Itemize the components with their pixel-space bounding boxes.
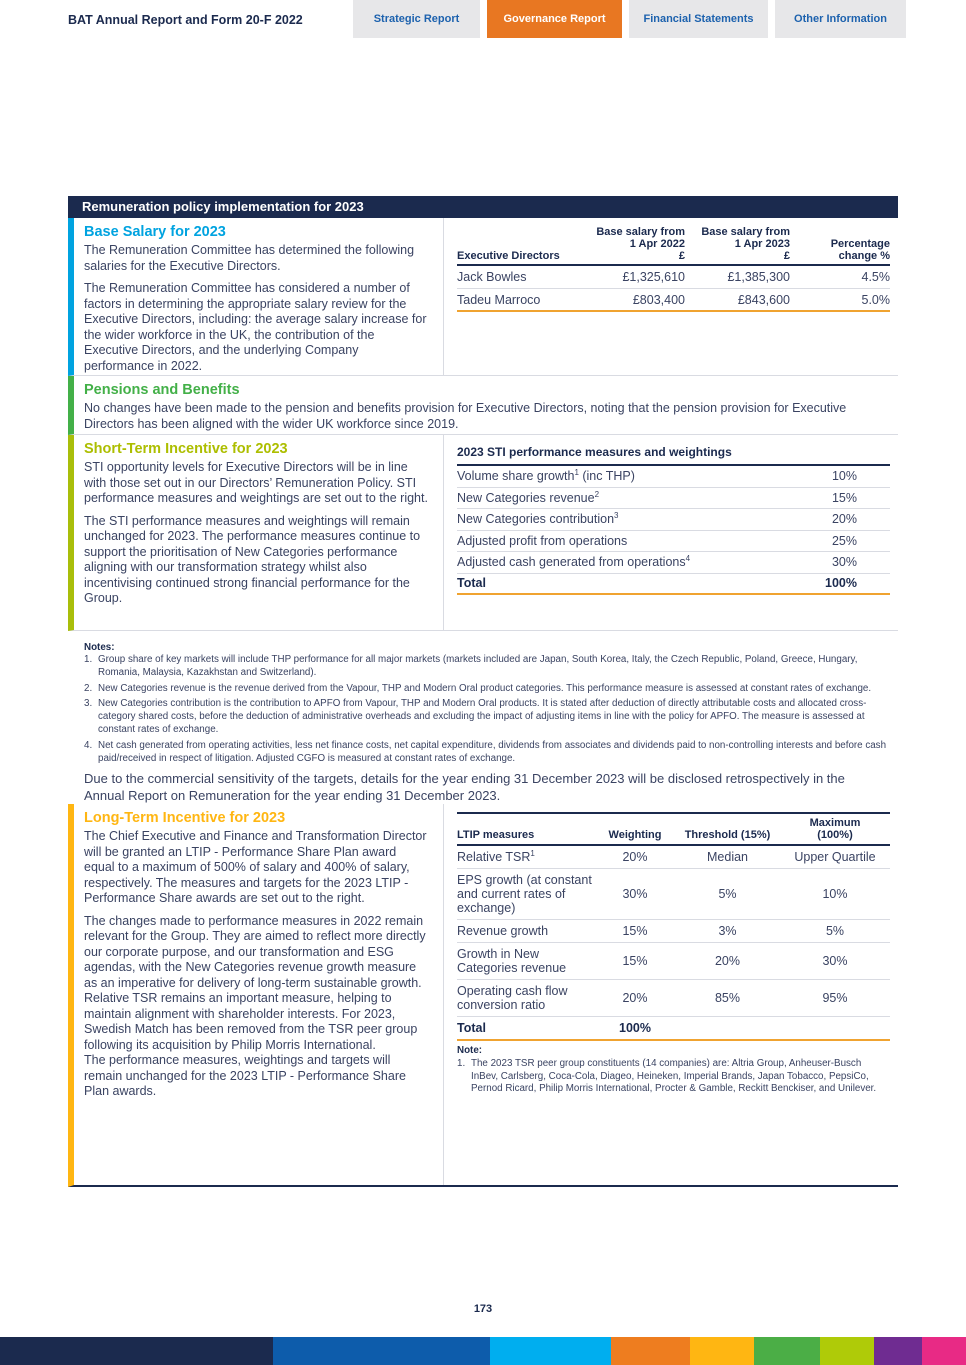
ltip-threshold: 20% — [714, 954, 741, 968]
col-header-weighting: Weighting — [608, 829, 662, 841]
sti-weighting: 30% — [831, 555, 857, 570]
tab-other-information[interactable]: Other Information — [775, 0, 906, 38]
table-row — [457, 466, 890, 488]
bottom-bar-segment-purple — [874, 1337, 921, 1365]
ltip-maximum: 10% — [822, 887, 848, 901]
ltip-threshold: 5% — [718, 887, 737, 901]
ltip-weighting: 20% — [622, 850, 648, 864]
ltip-measure: Operating cash flow conversion ratio — [457, 984, 568, 1012]
base-salary-para1: The Remuneration Committee has determined the following salaries for the Executive Directors. — [84, 243, 415, 273]
bottom-bar-segment-green — [754, 1337, 820, 1365]
sti-heading: Short-Term Incentive for 2023 — [84, 441, 288, 457]
list-item: 1. The 2023 TSR peer group constituents (14 companies) are: Altria Group, Anheuser-Busch InBev, Carlsberg, Coca-Cola, Diageo, Heineken, Imperial Brands, Japan Tobacco, PepsiCo, Pernod Ricard, Philip Morris International, Procter & Gamble, Reckitt Benckiser, and Unilever. — [457, 1057, 877, 1095]
lti-para3: The performance measures, weightings and targets will remain unchanged for the 2023 LTIP - Performance Share Plan awards. — [84, 1053, 406, 1098]
salary-2023: £843,600 — [737, 292, 790, 307]
section-pensions — [68, 376, 898, 435]
notes-heading: Notes: — [84, 642, 115, 653]
ltip-total-row — [457, 1017, 890, 1041]
salary-2022: £1,325,610 — [622, 270, 685, 284]
lti-text — [74, 804, 443, 1185]
base-salary-table-header — [457, 226, 890, 266]
tab-governance-report[interactable]: Governance Report — [487, 0, 622, 38]
table-row — [457, 289, 890, 312]
table-row — [457, 846, 890, 869]
ltip-table — [457, 812, 890, 1041]
sti-measure: Adjusted cash generated from operations$^4$ — [457, 554, 691, 570]
list-item: 3. New Categories contribution is the contribution to APFO from Vapour, THP and Modern Oral products. It is stated after deduction of directly attributable costs and allocated cross-category shared costs, before the deduction of administrative overheads and excluding the impact of adjusting items in line with the policy for APFO. The measure is assessed at constant rates of exchange. — [84, 698, 867, 735]
bottom-bar-segment-navy — [0, 1337, 273, 1365]
ltip-weighting: 20% — [622, 991, 648, 1005]
col-header-percentage-change: Percentage change % — [830, 238, 890, 262]
ltip-table-header — [457, 814, 890, 846]
sti-measure: New Categories revenue$^2$ — [457, 489, 600, 505]
sti-measure: Adjusted profit from operations — [457, 533, 628, 548]
director-name: Tadeu Marroco — [457, 292, 541, 307]
col-header-salary-2022: Base salary from 1 Apr 2022 £ — [596, 226, 685, 262]
main-content — [68, 196, 898, 1187]
table-row — [457, 509, 890, 531]
pensions-text — [74, 376, 898, 434]
ltip-note — [457, 1045, 890, 1096]
ltip-measure: EPS growth (at constant and current rates of exchange) — [457, 873, 592, 915]
section-base-salary — [68, 218, 898, 376]
ltip-threshold: Median — [707, 850, 748, 864]
salary-2022: £803,400 — [632, 292, 685, 307]
list-item: 4. Net cash generated from operating activities, less net finance costs, net capital expenditure, dividends from associates and dividends paid to non-controlling interests and before cash paid/received in respect of litigation. Adjusted CGFO is measured at constant rates of exchange. — [84, 739, 887, 764]
section-title-bar: Remuneration policy implementation for 2023 — [68, 196, 898, 218]
pensions-heading: Pensions and Benefits — [84, 382, 240, 398]
ltip-maximum: Upper Quartile — [794, 850, 876, 864]
table-row — [457, 943, 890, 980]
sti-table — [457, 443, 890, 595]
bottom-bar-segment-lime — [820, 1337, 874, 1365]
ltip-maximum: 30% — [822, 954, 848, 968]
page-number: 173 — [473, 1303, 493, 1315]
sti-para2: The STI performance measures and weightings will remain unchanged for 2023. The performance measures continue to support the prioritisation of New Categories performance aligning with our transformation strategy whilst also incentivising continued strong financial performance for the Group. — [84, 513, 421, 605]
sti-table-header: 2023 STI performance measures and weightings — [457, 443, 890, 466]
col-header-salary-2023: Base salary from 1 Apr 2023 £ — [701, 226, 790, 262]
ltip-maximum: 95% — [822, 991, 848, 1005]
sti-weighting: 20% — [831, 512, 857, 527]
top-header — [0, 0, 966, 40]
pensions-para: No changes have been made to the pension and benefits provision for Executive Directors, noting that the pension provision for Executive Directors has been aligned with the wider UK workforce since 2019. — [84, 401, 847, 431]
table-row — [457, 531, 890, 553]
base-salary-text — [74, 218, 443, 375]
tab-financial-statements[interactable]: Financial Statements — [629, 0, 768, 38]
table-row — [457, 552, 890, 574]
lti-heading: Long-Term Incentive for 2023 — [84, 810, 286, 826]
sti-weighting: 25% — [831, 533, 857, 548]
list-item: 2. New Categories revenue is the revenue derived from the Vapour, THP and Modern Oral product categories. This performance measure is assessed at constant rates of exchange. — [84, 682, 872, 694]
table-row — [457, 920, 890, 943]
bottom-bar-segment-yellow — [690, 1337, 755, 1365]
lti-para1: The Chief Executive and Finance and Transformation Director will be granted an LTIP - Performance Share Plan award equal to a maximum of 500% of salary and 400% of salary, respectively. The measures and targets for the 2023 LTIP - Performance Share awards are set out to the right. — [84, 829, 427, 905]
ltip-note-heading: Note: — [457, 1045, 483, 1056]
ltip-measure: Growth in New Categories revenue — [457, 947, 567, 975]
sti-weighting: 10% — [831, 469, 857, 484]
section-short-term-incentive — [68, 435, 898, 631]
bottom-color-bar — [0, 1337, 966, 1365]
sti-total-row — [457, 574, 890, 596]
table-row — [457, 869, 890, 920]
notes-list — [84, 654, 890, 765]
percentage-change: 4.5% — [861, 270, 890, 284]
section-long-term-incentive — [68, 804, 898, 1187]
ltip-total-label: Total — [457, 1021, 486, 1035]
base-salary-table — [457, 226, 890, 312]
sti-total-value: 100% — [825, 576, 857, 591]
sti-total-label: Total — [457, 576, 486, 591]
ltip-threshold: 3% — [718, 924, 737, 938]
ltip-measure: Revenue growth — [457, 924, 549, 938]
bottom-bar-segment-orange — [611, 1337, 690, 1365]
director-name: Jack Bowles — [457, 270, 527, 284]
table-row — [457, 488, 890, 510]
notes-block — [68, 631, 898, 804]
sti-table-col — [443, 435, 898, 630]
base-salary-para2: The Remuneration Committee has considered a number of factors in determining the appropriate salary review for the Executive Directors, including: the average salary increase for the wider workforce in the UK, the contribution of the Executive Directors, and the underlying Company performance in 2022. — [84, 281, 427, 373]
base-salary-table-col — [443, 218, 898, 375]
bottom-bar-segment-blue — [273, 1337, 489, 1365]
ltip-total-value: 100% — [619, 1021, 651, 1035]
col-header-executive-directors: Executive Directors — [457, 250, 560, 262]
salary-2023: £1,385,300 — [727, 270, 790, 284]
sti-text — [74, 435, 443, 630]
bottom-bar-segment-pink — [922, 1337, 966, 1365]
bottom-bar-segment-cyan — [490, 1337, 611, 1365]
sti-weighting: 15% — [831, 490, 857, 505]
col-header-ltip-measures: LTIP measures — [457, 829, 535, 841]
nav-tabs — [353, 0, 906, 38]
ltip-measure: Relative TSR$^1$ — [457, 848, 535, 864]
sti-measure: Volume share growth$^1$ (inc THP) — [457, 468, 635, 484]
ltip-table-col — [443, 804, 898, 1185]
sensitivity-paragraph: Due to the commercial sensitivity of the targets, details for the year ending 31 December 2023 will be disclosed retrospectively in the Annual Report on Remuneration for the year ending 31 December 2023. — [84, 771, 845, 803]
ltip-maximum: 5% — [825, 924, 845, 938]
sti-para1: STI opportunity levels for Executive Directors will be in line with those set out in our Directors’ Remuneration Policy. STI performance measures and weightings are set out to the right. — [84, 460, 428, 505]
ltip-weighting: 30% — [622, 887, 648, 901]
table-row — [457, 266, 890, 289]
ltip-threshold: 85% — [714, 991, 741, 1005]
percentage-change: 5.0% — [861, 292, 890, 307]
sti-measure: New Categories contribution$^3$ — [457, 511, 619, 527]
report-title: BAT Annual Report and Form 20-F 2022 — [68, 13, 303, 27]
tab-strategic-report[interactable]: Strategic Report — [353, 0, 480, 38]
base-salary-heading: Base Salary for 2023 — [84, 224, 226, 240]
ltip-weighting: 15% — [622, 924, 648, 938]
col-header-threshold: Threshold (15%) — [684, 829, 771, 841]
list-item: 1. Group share of key markets will include THP performance for all major markets (markets included are Japan, South Korea, Italy, the Czech Republic, Poland, Greece, Hungary, Romania, Malaysia, Kazakhstan and Switzerland). — [84, 654, 858, 678]
ltip-weighting: 15% — [622, 954, 648, 968]
lti-para2: The changes made to performance measures in 2022 remain relevant for the Group. They are aimed to reflect more directly our corporate purpose, and our transformation and ESG agendas, with the New Categories revenue growth measure as an imperative for delivery of long-term sustainable growth. Relative TSR remains an important measure, helping to maintain alignment with shareholder interests. For 2023, Swedish Match has been removed from the TSR peer group following its acquisition by Philip Morris International. — [84, 913, 426, 1052]
col-header-maximum: Maximum (100%) — [809, 817, 861, 841]
table-row — [457, 980, 890, 1017]
